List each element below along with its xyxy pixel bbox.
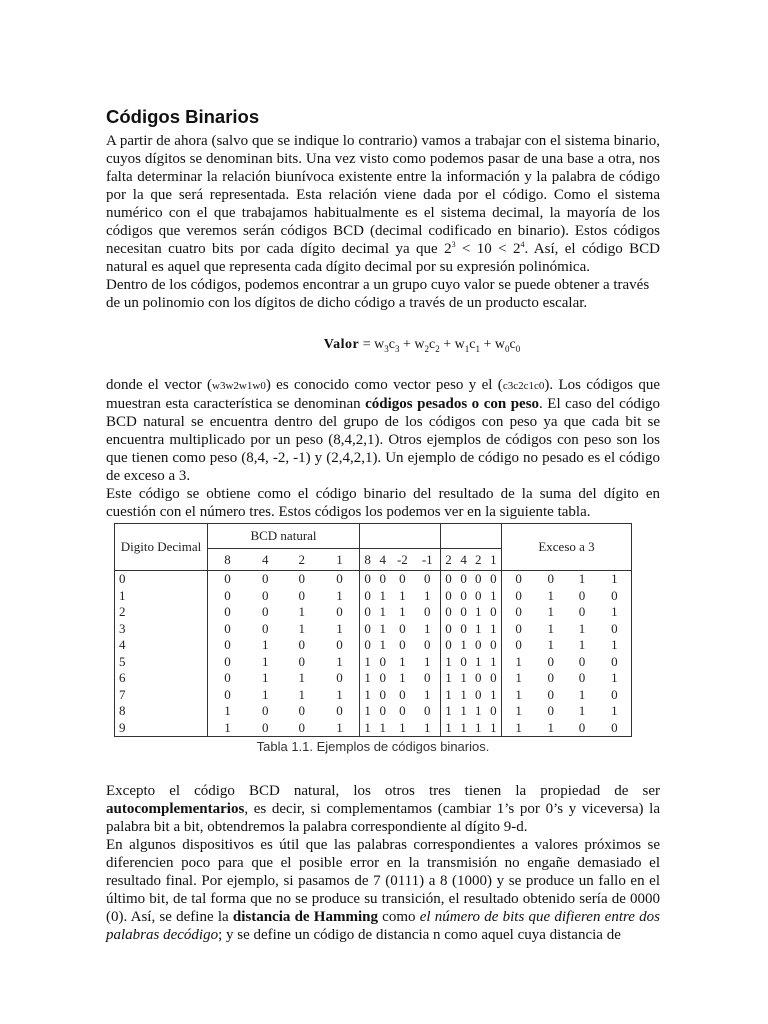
- table-row: [115, 571, 632, 588]
- exc3-bit-cell: 0: [578, 604, 586, 620]
- 2421-bit-cell: 0: [460, 653, 467, 669]
- 842-bit-cell: 0: [415, 604, 441, 621]
- 2421-bit-cell: 0: [460, 587, 467, 603]
- exc3-bit-cell: 1: [598, 604, 632, 621]
- 2421-bit-cell: 1: [440, 670, 456, 687]
- bcd-bit-cell: 1: [298, 604, 306, 620]
- weight-bcd-0: 8: [208, 549, 247, 571]
- exc3-bit-cell: 0: [578, 653, 586, 669]
- bcd-bit-cell: 0: [320, 670, 359, 687]
- bcd-bit-cell: 0: [208, 588, 247, 605]
- code-vector: c3c2c1c0: [502, 380, 545, 392]
- exponent-4: 4: [520, 240, 525, 249]
- 2421-bit-cell: 0: [440, 571, 456, 588]
- 2421-bit-cell: 0: [475, 571, 482, 587]
- exc3-bit-cell: 0: [547, 653, 555, 669]
- 2421-bit-cell: 1: [475, 620, 482, 636]
- bcd-bit-cell: 0: [261, 620, 269, 636]
- 2421-bit-cell: 0: [440, 637, 456, 654]
- 842-bit-cell: 1: [375, 720, 390, 737]
- 842-bit-cell: 1: [360, 687, 376, 704]
- table-row: [115, 621, 632, 638]
- 842-bit-cell: 0: [399, 571, 406, 587]
- intro-text-a: A partir de ahora (salvo que se indique lo contrario) vamos a trabajar con el sistema binario, cuyos dígitos se denominan bits. Una vez visto como podemos pasar de una base a otra, nos falta determinar la relación biunívoca existente entre la información y la palabra de código por la que será representada. Esta relación viene dada por el código. Como el sistema numérico con el que trabajamos habitualmente es el sistema decimal, la mayoría de los códigos que veremos serán códigos BCD (decimal codificado en binario). Estos códigos necesitan cuatro bits por cada dígito decimal ya que 2: [106, 133, 660, 257]
- bcd-bit-cell: 1: [320, 588, 359, 605]
- 2421-bit-cell: 0: [440, 604, 456, 621]
- digit-cell: 3: [115, 621, 208, 638]
- exc3-bit-cell: 0: [502, 621, 536, 638]
- bcd-bit-cell: 0: [283, 720, 320, 737]
- exc3-bit-cell: 1: [598, 703, 632, 720]
- bcd-bit-cell: 1: [320, 720, 359, 737]
- exc3-bit-cell: 0: [502, 588, 536, 605]
- 842-bit-cell: 1: [360, 654, 376, 671]
- 2421-bit-cell: 1: [440, 654, 456, 671]
- formula-expression: = $w_3c_3 + w_2c_2 + w_1c_1 + w_0c_0$: [362, 337, 521, 354]
- exc3-bit-cell: 0: [598, 621, 632, 638]
- 842-bit-cell: 0: [415, 703, 441, 720]
- paragraph-intro: [106, 132, 660, 276]
- table-row: [115, 637, 632, 654]
- 842-bit-cell: 1: [399, 604, 406, 620]
- 2421-bit-cell: 0: [440, 588, 456, 605]
- table-row: [115, 670, 632, 687]
- bcd-bit-cell: 1: [208, 720, 247, 737]
- weight-842-0: 8: [360, 549, 376, 571]
- exc3-bit-cell: 0: [598, 720, 632, 737]
- digit-cell: 6: [115, 670, 208, 687]
- 842-bit-cell: 0: [360, 621, 376, 638]
- 842-bit-cell: 0: [360, 604, 376, 621]
- exc3-bit-cell: 0: [502, 637, 536, 654]
- 2421-bit-cell: 1: [456, 720, 471, 737]
- 842-bit-cell: 0: [379, 703, 386, 719]
- 842-bit-cell: 0: [379, 571, 386, 587]
- digit-cell: 0: [115, 571, 208, 588]
- bcd-bit-cell: 0: [298, 637, 306, 653]
- 842-bit-cell: 0: [379, 653, 386, 669]
- exc3-bit-cell: 1: [502, 687, 536, 704]
- exc3-bit-cell: 0: [566, 720, 597, 737]
- exc3-bit-cell: 0: [502, 604, 536, 621]
- bcd-bit-cell: 1: [298, 686, 306, 702]
- 842-bit-cell: 0: [399, 637, 406, 653]
- header-2421: [440, 524, 501, 549]
- 842-bit-cell: 1: [415, 720, 441, 737]
- table-row: [115, 604, 632, 621]
- exc3-bit-cell: 0: [598, 687, 632, 704]
- 842-bit-cell: 1: [360, 720, 376, 737]
- paragraph-weighted-codes: [106, 376, 660, 485]
- weighted-text-a: donde el vector (: [106, 377, 213, 393]
- page-title: Códigos Binarios: [106, 106, 260, 127]
- 842-bit-cell: 0: [399, 686, 406, 702]
- exc3-bit-cell: 0: [547, 703, 555, 719]
- digit-cell: 2: [115, 604, 208, 621]
- hamming-definition: el número de bits que difieren entre dos palabras decódigo: [106, 909, 660, 943]
- 842-bit-cell: 1: [415, 687, 441, 704]
- header-842: [360, 524, 441, 549]
- intro-text-mid: < 10 < 2: [455, 241, 521, 257]
- 2421-bit-cell: 0: [475, 670, 482, 686]
- intro-text-b: . Así, el código BCD natural es aquel que representa cada dígito decimal por su expresión polinómica.: [106, 241, 660, 275]
- digit-cell: 7: [115, 687, 208, 704]
- weight-842-1: 4: [375, 549, 390, 571]
- bcd-bit-cell: 1: [320, 687, 359, 704]
- header-digit-decimal: Digito Decimal: [115, 524, 208, 571]
- bcd-bit-cell: 1: [261, 670, 269, 686]
- bcd-bit-cell: 0: [208, 571, 247, 588]
- bcd-bit-cell: 0: [208, 604, 247, 621]
- 842-bit-cell: 1: [415, 654, 441, 671]
- 842-bit-cell: 1: [399, 587, 406, 603]
- exponent-3: 3: [451, 240, 456, 249]
- 2421-bit-cell: 0: [486, 604, 502, 621]
- hamming-term: distancia de Hamming: [232, 909, 378, 925]
- bcd-bit-cell: 0: [261, 571, 269, 587]
- table-body: [115, 571, 632, 737]
- hamming-text-c: ; y se define un código de distancia n como aquel cuya distancia de: [218, 927, 621, 943]
- exc3-bit-cell: 1: [578, 571, 586, 587]
- header-bcd-natural: BCD natural: [208, 524, 360, 549]
- bcd-bit-cell: 0: [208, 621, 247, 638]
- 2421-bit-cell: 1: [460, 686, 467, 702]
- exc3-bit-cell: 0: [578, 587, 586, 603]
- exc3-bit-cell: 1: [598, 571, 632, 588]
- 2421-bit-cell: 1: [486, 687, 502, 704]
- 842-bit-cell: 0: [360, 637, 376, 654]
- exc3-bit-cell: 1: [578, 686, 586, 702]
- exc3-bit-cell: 0: [547, 670, 555, 686]
- 842-bit-cell: 0: [415, 637, 441, 654]
- exc3-bit-cell: 1: [502, 670, 536, 687]
- bcd-bit-cell: 0: [298, 653, 306, 669]
- exc3-bit-cell: 0: [502, 571, 536, 588]
- table-header-row: [115, 524, 632, 549]
- weighted-codes-term: códigos pesados o con peso: [365, 396, 540, 412]
- weight-2421-1: 4: [456, 549, 471, 571]
- exc3-bit-cell: 1: [535, 720, 566, 737]
- digit-cell: 4: [115, 637, 208, 654]
- hamming-text-a: En algunos dispositivos es útil que las palabras correspondientes a valores próximos se diferencien poco para que el posible error en la transmisión no engañe demasiado el resultado final. Por ejemplo, si pasamos de 7 (0111) a 8 (1000) y se produce un fallo en el último bit, de tal forma que no se produce su transición, el resultado obtenido sería de 0000 (0). Así, se define la: [106, 837, 660, 925]
- bcd-bit-cell: 1: [298, 670, 306, 686]
- 842-bit-cell: 0: [415, 670, 441, 687]
- 2421-bit-cell: 1: [460, 703, 467, 719]
- 842-bit-cell: 1: [399, 653, 406, 669]
- weight-bcd-2: 2: [283, 549, 320, 571]
- table-row: [115, 588, 632, 605]
- 842-bit-cell: 0: [379, 670, 386, 686]
- exc3-bit-cell: 0: [547, 571, 555, 587]
- 2421-bit-cell: 1: [471, 720, 486, 737]
- weight-2421-0: 2: [440, 549, 456, 571]
- 842-bit-cell: 0: [360, 588, 376, 605]
- weight-vector: w3w2w1w0: [212, 380, 266, 392]
- weighted-text-d: . El caso del código BCD natural se encuentra dentro del grupo de los códigos con peso ya que cada bit se encuentra multiplicado por un peso (8,4,2,1). Otros ejemplos de códigos con peso son los que tienen como peso (8,4, -2, -1) y (2,4,2,1). Un ejemplo de código no pesado es el código de exceso a 3.: [106, 396, 660, 484]
- autocomp-text-a: Excepto el código BCD natural, los otros tres tienen la propiedad de ser: [106, 783, 660, 799]
- exc3-bit-cell: 1: [547, 604, 555, 620]
- 2421-bit-cell: 0: [475, 587, 482, 603]
- 2421-bit-cell: 1: [486, 654, 502, 671]
- formula-label: Valor: [323, 337, 360, 352]
- bcd-bit-cell: 0: [208, 670, 247, 687]
- binary-codes-table: [114, 523, 632, 737]
- bcd-bit-cell: 1: [320, 621, 359, 638]
- 2421-bit-cell: 0: [460, 620, 467, 636]
- bcd-bit-cell: 0: [320, 571, 359, 588]
- 2421-bit-cell: 0: [475, 686, 482, 702]
- bcd-bit-cell: 0: [298, 587, 306, 603]
- weight-842-3: -1: [415, 549, 441, 571]
- exc3-bit-cell: 1: [578, 637, 586, 653]
- bcd-bit-cell: 0: [261, 587, 269, 603]
- 2421-bit-cell: 0: [475, 637, 482, 653]
- bcd-bit-cell: 0: [298, 571, 306, 587]
- bcd-bit-cell: 0: [320, 637, 359, 654]
- weighted-text-c: ). Los códigos que muestran esta característica se denominan: [106, 377, 660, 412]
- hamming-text-b: como: [377, 909, 420, 925]
- bcd-bit-cell: 1: [261, 637, 269, 653]
- exc3-bit-cell: 1: [598, 670, 632, 687]
- exc3-bit-cell: 1: [547, 637, 555, 653]
- table-row: [115, 703, 632, 720]
- exc3-bit-cell: 1: [502, 654, 536, 671]
- 2421-bit-cell: 1: [486, 588, 502, 605]
- 842-bit-cell: 1: [379, 604, 386, 620]
- digit-cell: 5: [115, 654, 208, 671]
- weighted-text-b: ) es conocido como vector peso y el (: [265, 377, 503, 393]
- 842-bit-cell: 0: [360, 571, 376, 588]
- table-row: [115, 687, 632, 704]
- bcd-bit-cell: 0: [208, 637, 247, 654]
- weight-bcd-3: 1: [320, 549, 359, 571]
- header-exceso-3: Exceso a 3: [502, 524, 632, 571]
- bcd-bit-cell: 0: [208, 654, 247, 671]
- exc3-bit-cell: 1: [598, 637, 632, 654]
- exc3-bit-cell: 1: [502, 720, 536, 737]
- 842-bit-cell: 0: [399, 620, 406, 636]
- weight-2421-2: 2: [471, 549, 486, 571]
- paragraph-weighted-intro: Dentro de los códigos, podemos encontrar a un grupo cuyo valor se puede obtener a través de un polinomio con los dígitos de dicho código a través de un producto escalar.: [106, 277, 650, 311]
- 2421-bit-cell: 1: [440, 720, 456, 737]
- exc3-bit-cell: 1: [578, 703, 586, 719]
- weight-2421-3: 1: [486, 549, 502, 571]
- 842-bit-cell: 1: [399, 670, 406, 686]
- exc3-bit-cell: 1: [502, 703, 536, 720]
- 2421-bit-cell: 0: [460, 604, 467, 620]
- paragraph-excess3: Este código se obtiene como el código binario del resultado de la suma del dígito en cuestión con el número tres. Estos códigos los podemos ver en la siguiente tabla.: [106, 486, 660, 520]
- paragraph-autocomplementary: [106, 782, 660, 836]
- 2421-bit-cell: 0: [486, 571, 502, 588]
- bcd-bit-cell: 1: [298, 620, 306, 636]
- 842-bit-cell: 1: [360, 703, 376, 720]
- 842-bit-cell: 1: [415, 621, 441, 638]
- weight-842-2: -2: [390, 549, 415, 571]
- exc3-bit-cell: 1: [578, 620, 586, 636]
- 842-bit-cell: 1: [379, 587, 386, 603]
- exc3-bit-cell: 1: [547, 620, 555, 636]
- digit-cell: 9: [115, 720, 208, 737]
- 2421-bit-cell: 1: [475, 703, 482, 719]
- digit-cell: 8: [115, 703, 208, 720]
- bcd-bit-cell: 1: [320, 654, 359, 671]
- 842-bit-cell: 1: [360, 670, 376, 687]
- table-caption: Tabla 1.1. Ejemplos de códigos binarios.: [256, 739, 490, 754]
- 842-bit-cell: 1: [415, 588, 441, 605]
- exc3-bit-cell: 1: [547, 587, 555, 603]
- 2421-bit-cell: 1: [460, 670, 467, 686]
- paragraph-hamming: [106, 836, 660, 944]
- bcd-bit-cell: 1: [261, 686, 269, 702]
- 842-bit-cell: 1: [379, 637, 386, 653]
- bcd-bit-cell: 0: [298, 703, 306, 719]
- 842-bit-cell: 0: [399, 703, 406, 719]
- table-row: [115, 720, 632, 737]
- 2421-bit-cell: 0: [460, 571, 467, 587]
- exc3-bit-cell: 0: [598, 654, 632, 671]
- exc3-bit-cell: 0: [547, 686, 555, 702]
- bcd-bit-cell: 1: [261, 653, 269, 669]
- bcd-bit-cell: 0: [261, 703, 269, 719]
- 2421-bit-cell: 1: [460, 637, 467, 653]
- 2421-bit-cell: 1: [440, 703, 456, 720]
- binary-codes-table-wrap: [114, 523, 632, 754]
- 842-bit-cell: 1: [379, 620, 386, 636]
- document-body: [106, 106, 660, 944]
- 2421-bit-cell: 0: [486, 637, 502, 654]
- 842-bit-cell: 1: [390, 720, 415, 737]
- bcd-bit-cell: 1: [208, 703, 247, 720]
- bcd-bit-cell: 0: [320, 604, 359, 621]
- exc3-bit-cell: 0: [578, 670, 586, 686]
- autocomp-term: autocomplementarios: [106, 801, 245, 817]
- bcd-bit-cell: 0: [247, 720, 284, 737]
- 2421-bit-cell: 0: [486, 670, 502, 687]
- 842-bit-cell: 0: [415, 571, 441, 588]
- bcd-bit-cell: 0: [208, 687, 247, 704]
- 2421-bit-cell: 1: [475, 653, 482, 669]
- weight-bcd-1: 4: [247, 549, 284, 571]
- weight-formula: [184, 332, 660, 358]
- 2421-bit-cell: 0: [440, 621, 456, 638]
- 842-bit-cell: 0: [379, 686, 386, 702]
- digit-cell: 1: [115, 588, 208, 605]
- exc3-bit-cell: 0: [598, 588, 632, 605]
- bcd-bit-cell: 0: [320, 703, 359, 720]
- autocomp-text-b: , es decir, si complementamos (cambiar 1’s por 0’s y viceversa) la palabra bit a bit, obtendremos la palabra correspondiente al dígito 9-d.: [106, 801, 660, 835]
- 2421-bit-cell: 1: [440, 687, 456, 704]
- 2421-bit-cell: 1: [486, 621, 502, 638]
- 2421-bit-cell: 0: [486, 703, 502, 720]
- 2421-bit-cell: 1: [475, 604, 482, 620]
- bcd-bit-cell: 0: [261, 604, 269, 620]
- 2421-bit-cell: 1: [486, 720, 502, 737]
- table-row: [115, 654, 632, 671]
